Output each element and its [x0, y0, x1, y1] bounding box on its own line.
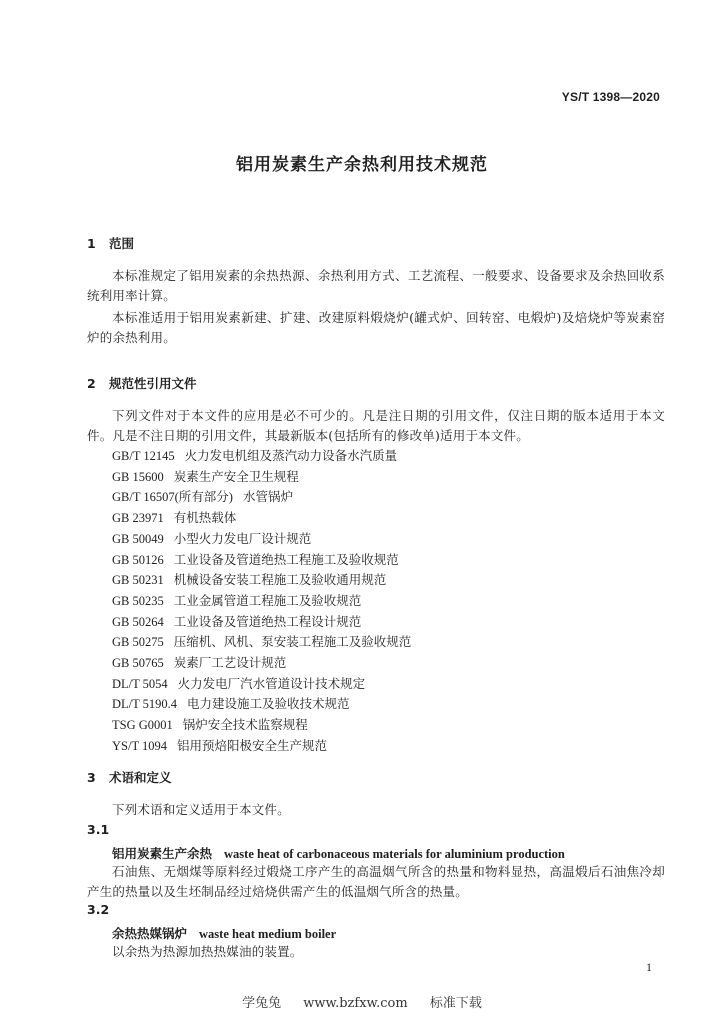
- section-1-paragraph-1: 本标准规定了铝用炭素的余热热源、余热利用方式、工艺流程、一般要求、设备要求及余热回收系统利用率计算。: [87, 268, 665, 303]
- reference-item: GB 50049 小型火力发电厂设计规范: [112, 530, 312, 546]
- reference-item: YS/T 1094 铝用预焙阳极安全生产规范: [112, 737, 328, 753]
- reference-item: GB 23971 有机热载体: [112, 510, 237, 526]
- term-heading: [112, 844, 565, 862]
- term-heading: [112, 924, 336, 942]
- term-number: 3.2: [87, 902, 110, 917]
- footer-site-name: 学兔兔: [242, 996, 282, 1011]
- term-definition: 以余热为热源加热热媒油的装置。: [112, 944, 303, 959]
- section-3-intro: 下列术语和定义适用于本文件。: [112, 802, 290, 817]
- section-title: 规范性引用文件: [109, 376, 197, 391]
- footer-slogan: 标准下载: [429, 996, 482, 1011]
- section-3-heading: [87, 768, 172, 786]
- reference-item: GB/T 16507(所有部分) 水管锅炉: [112, 489, 293, 505]
- term-zh: 铝用炭素生产余热: [112, 846, 213, 861]
- section-1-paragraph-2: 本标准适用于铝用炭素新建、扩建、改建原料煅烧炉(罐式炉、回转窑、电煅炉)及焙烧炉等炭素窑炉的余热利用。: [87, 310, 665, 345]
- section-title: 范围: [109, 236, 135, 251]
- section-2-heading: [87, 374, 197, 392]
- reference-item: GB 50231 机械设备安装工程施工及验收通用规范: [112, 572, 387, 588]
- section-1-heading: [87, 234, 134, 252]
- reference-item: GB 50126 工业设备及管道绝热工程施工及验收规范: [112, 551, 399, 567]
- section-title: 术语和定义: [109, 770, 172, 785]
- term-en: waste heat medium boiler: [199, 927, 337, 941]
- reference-item: GB 50264 工业设备及管道绝热工程设计规范: [112, 613, 362, 629]
- reference-item: GB 50275 压缩机、风机、泵安装工程施工及验收规范: [112, 634, 412, 650]
- section-number: 2: [87, 376, 96, 391]
- page-number: 1: [646, 960, 652, 974]
- term-definition: 石油焦、无烟煤等原料经过煅烧工序产生的高温烟气所含的热量和物料显热，高温煅后石油焦冷却产生的热量以及生坯制品经过焙烧供需产生的低温烟气所含的热量。: [87, 864, 665, 899]
- section-number: 3: [87, 770, 96, 785]
- document-title: 铝用炭素生产余热利用技术规范: [236, 155, 488, 175]
- reference-item: TSG G0001 锅炉安全技术监察规程: [112, 717, 308, 733]
- reference-item: DL/T 5190.4 电力建设施工及验收技术规范: [112, 696, 350, 712]
- section-number: 1: [87, 236, 96, 251]
- reference-item: GB 50765 炭素厂工艺设计规范: [112, 655, 287, 671]
- footer-url[interactable]: www.bzfxw.com: [303, 996, 408, 1011]
- term-number: 3.1: [87, 822, 110, 837]
- reference-list: [112, 446, 411, 757]
- footer-watermark: [0, 992, 724, 1011]
- reference-item: DL/T 5054 火力发电厂汽水管道设计技术规定: [112, 675, 366, 691]
- reference-item: GB 50235 工业金属管道工程施工及验收规范: [112, 592, 362, 608]
- term-zh: 余热热媒锅炉: [112, 926, 188, 941]
- reference-item: GB/T 12145 火力发电机组及蒸汽动力设备水汽质量: [112, 448, 398, 463]
- section-2-intro: 下列文件对于本文件的应用是必不可少的。凡是注日期的引用文件，仅注日期的版本适用于本文件。凡是不注日期的引用文件，其最新版本(包括所有的修改单)适用于本文件。: [87, 408, 665, 443]
- reference-item: GB 15600 炭素生产安全卫生规程: [112, 468, 299, 484]
- term-en: waste heat of carbonaceous materials for aluminium production: [224, 847, 565, 861]
- standard-code: YS/T 1398—2020: [561, 90, 660, 104]
